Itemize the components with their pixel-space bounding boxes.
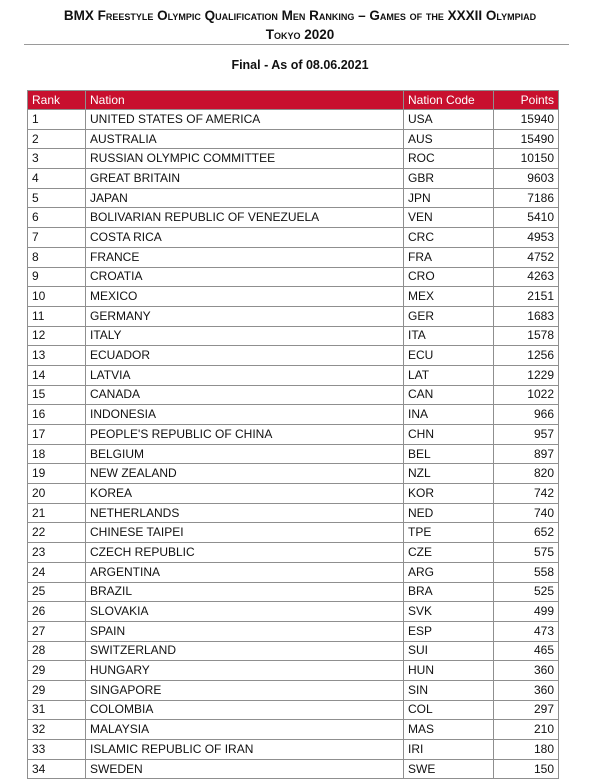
cell-rank: 4 bbox=[28, 169, 86, 189]
table-row bbox=[28, 543, 559, 563]
cell-nation-code: KOR bbox=[404, 484, 494, 504]
cell-nation-code: GER bbox=[404, 306, 494, 326]
cell-rank: 33 bbox=[28, 740, 86, 760]
cell-rank: 1 bbox=[28, 110, 86, 130]
cell-rank: 29 bbox=[28, 680, 86, 700]
table-row bbox=[28, 425, 559, 445]
cell-nation: CHINESE TAIPEI bbox=[86, 523, 404, 543]
column-header-nation-code: Nation Code bbox=[404, 91, 494, 110]
table-row bbox=[28, 720, 559, 740]
cell-nation-code: CZE bbox=[404, 543, 494, 563]
cell-points: 4263 bbox=[494, 267, 559, 287]
table-row bbox=[28, 287, 559, 307]
cell-nation-code: IRI bbox=[404, 740, 494, 760]
cell-points: 7186 bbox=[494, 188, 559, 208]
cell-rank: 8 bbox=[28, 247, 86, 267]
cell-nation-code: CHN bbox=[404, 425, 494, 445]
cell-nation: NETHERLANDS bbox=[86, 503, 404, 523]
cell-rank: 20 bbox=[28, 484, 86, 504]
table-row bbox=[28, 129, 559, 149]
cell-nation-code: AUS bbox=[404, 129, 494, 149]
cell-nation: RUSSIAN OLYMPIC COMMITTEE bbox=[86, 149, 404, 169]
cell-nation-code: SVK bbox=[404, 602, 494, 622]
cell-nation-code: BEL bbox=[404, 444, 494, 464]
cell-rank: 9 bbox=[28, 267, 86, 287]
cell-points: 957 bbox=[494, 425, 559, 445]
table-row bbox=[28, 326, 559, 346]
table-row bbox=[28, 759, 559, 779]
table-row bbox=[28, 523, 559, 543]
cell-nation-code: VEN bbox=[404, 208, 494, 228]
table-row bbox=[28, 444, 559, 464]
cell-nation-code: JPN bbox=[404, 188, 494, 208]
cell-nation: ECUADOR bbox=[86, 346, 404, 366]
cell-nation: SWEDEN bbox=[86, 759, 404, 779]
table-row bbox=[28, 641, 559, 661]
cell-rank: 27 bbox=[28, 621, 86, 641]
cell-points: 575 bbox=[494, 543, 559, 563]
document-subtitle: Final - As of 08.06.2021 bbox=[231, 58, 369, 72]
cell-rank: 22 bbox=[28, 523, 86, 543]
cell-points: 1578 bbox=[494, 326, 559, 346]
cell-nation-code: USA bbox=[404, 110, 494, 130]
cell-points: 966 bbox=[494, 405, 559, 425]
table-row bbox=[28, 680, 559, 700]
cell-nation: NEW ZEALAND bbox=[86, 464, 404, 484]
cell-points: 499 bbox=[494, 602, 559, 622]
table-row bbox=[28, 149, 559, 169]
cell-rank: 5 bbox=[28, 188, 86, 208]
cell-rank: 3 bbox=[28, 149, 86, 169]
table-row bbox=[28, 661, 559, 681]
cell-rank: 6 bbox=[28, 208, 86, 228]
cell-nation: GREAT BRITAIN bbox=[86, 169, 404, 189]
cell-points: 1683 bbox=[494, 306, 559, 326]
table-row bbox=[28, 385, 559, 405]
cell-nation-code: INA bbox=[404, 405, 494, 425]
cell-points: 210 bbox=[494, 720, 559, 740]
cell-nation: CZECH REPUBLIC bbox=[86, 543, 404, 563]
cell-points: 4953 bbox=[494, 228, 559, 248]
cell-nation-code: CRC bbox=[404, 228, 494, 248]
cell-points: 4752 bbox=[494, 247, 559, 267]
cell-rank: 15 bbox=[28, 385, 86, 405]
cell-nation-code: ARG bbox=[404, 562, 494, 582]
cell-nation: INDONESIA bbox=[86, 405, 404, 425]
cell-rank: 29 bbox=[28, 661, 86, 681]
cell-nation-code: MEX bbox=[404, 287, 494, 307]
table-row bbox=[28, 208, 559, 228]
cell-nation: SINGAPORE bbox=[86, 680, 404, 700]
table-row bbox=[28, 464, 559, 484]
table-row bbox=[28, 188, 559, 208]
table-row bbox=[28, 621, 559, 641]
cell-rank: 2 bbox=[28, 129, 86, 149]
cell-rank: 16 bbox=[28, 405, 86, 425]
title-line-2: Tokyo 2020 bbox=[265, 27, 335, 42]
cell-nation-code: CAN bbox=[404, 385, 494, 405]
cell-nation-code: LAT bbox=[404, 365, 494, 385]
cell-nation: HUNGARY bbox=[86, 661, 404, 681]
cell-nation: ARGENTINA bbox=[86, 562, 404, 582]
column-header-points: Points bbox=[494, 91, 559, 110]
table-row bbox=[28, 110, 559, 130]
title-line-1: BMX Freestyle Olympic Qualification Men Ranking – Games of the XXXII Olympiad bbox=[63, 8, 537, 23]
cell-points: 473 bbox=[494, 621, 559, 641]
cell-points: 9603 bbox=[494, 169, 559, 189]
cell-rank: 32 bbox=[28, 720, 86, 740]
cell-nation-code: SWE bbox=[404, 759, 494, 779]
cell-rank: 18 bbox=[28, 444, 86, 464]
cell-nation: MEXICO bbox=[86, 287, 404, 307]
column-header-rank: Rank bbox=[28, 91, 86, 110]
cell-rank: 19 bbox=[28, 464, 86, 484]
cell-points: 740 bbox=[494, 503, 559, 523]
cell-nation: KOREA bbox=[86, 484, 404, 504]
cell-points: 652 bbox=[494, 523, 559, 543]
table-row bbox=[28, 700, 559, 720]
cell-rank: 26 bbox=[28, 602, 86, 622]
table-row bbox=[28, 267, 559, 287]
cell-points: 1256 bbox=[494, 346, 559, 366]
cell-points: 150 bbox=[494, 759, 559, 779]
table-body bbox=[28, 110, 559, 779]
cell-rank: 21 bbox=[28, 503, 86, 523]
cell-rank: 34 bbox=[28, 759, 86, 779]
cell-nation: BELGIUM bbox=[86, 444, 404, 464]
cell-rank: 17 bbox=[28, 425, 86, 445]
cell-points: 1022 bbox=[494, 385, 559, 405]
cell-nation: CANADA bbox=[86, 385, 404, 405]
cell-rank: 11 bbox=[28, 306, 86, 326]
cell-nation: ITALY bbox=[86, 326, 404, 346]
cell-points: 180 bbox=[494, 740, 559, 760]
cell-nation-code: GBR bbox=[404, 169, 494, 189]
cell-nation-code: ECU bbox=[404, 346, 494, 366]
table-row bbox=[28, 562, 559, 582]
cell-nation: GERMANY bbox=[86, 306, 404, 326]
document-title bbox=[0, 6, 600, 44]
cell-points: 297 bbox=[494, 700, 559, 720]
cell-nation: COLOMBIA bbox=[86, 700, 404, 720]
cell-nation: SLOVAKIA bbox=[86, 602, 404, 622]
cell-points: 1229 bbox=[494, 365, 559, 385]
cell-points: 360 bbox=[494, 680, 559, 700]
table-row bbox=[28, 306, 559, 326]
cell-nation: JAPAN bbox=[86, 188, 404, 208]
table-row bbox=[28, 602, 559, 622]
cell-rank: 12 bbox=[28, 326, 86, 346]
cell-nation: LATVIA bbox=[86, 365, 404, 385]
table-row bbox=[28, 365, 559, 385]
cell-rank: 23 bbox=[28, 543, 86, 563]
table-row bbox=[28, 582, 559, 602]
cell-points: 360 bbox=[494, 661, 559, 681]
cell-nation-code: MAS bbox=[404, 720, 494, 740]
cell-rank: 28 bbox=[28, 641, 86, 661]
cell-nation: MALAYSIA bbox=[86, 720, 404, 740]
cell-nation-code: BRA bbox=[404, 582, 494, 602]
table-header-row bbox=[28, 91, 559, 110]
cell-nation: SWITZERLAND bbox=[86, 641, 404, 661]
cell-nation-code: COL bbox=[404, 700, 494, 720]
cell-points: 820 bbox=[494, 464, 559, 484]
table-row bbox=[28, 503, 559, 523]
cell-points: 465 bbox=[494, 641, 559, 661]
cell-nation: SPAIN bbox=[86, 621, 404, 641]
table-row bbox=[28, 346, 559, 366]
cell-points: 2151 bbox=[494, 287, 559, 307]
table-row bbox=[28, 405, 559, 425]
cell-nation-code: ITA bbox=[404, 326, 494, 346]
cell-rank: 7 bbox=[28, 228, 86, 248]
cell-nation: FRANCE bbox=[86, 247, 404, 267]
table-row bbox=[28, 228, 559, 248]
cell-nation: BOLIVARIAN REPUBLIC OF VENEZUELA bbox=[86, 208, 404, 228]
ranking-table bbox=[27, 90, 559, 779]
cell-points: 742 bbox=[494, 484, 559, 504]
cell-rank: 25 bbox=[28, 582, 86, 602]
cell-nation: UNITED STATES OF AMERICA bbox=[86, 110, 404, 130]
column-header-nation: Nation bbox=[86, 91, 404, 110]
cell-nation-code: SIN bbox=[404, 680, 494, 700]
cell-points: 10150 bbox=[494, 149, 559, 169]
cell-nation-code: FRA bbox=[404, 247, 494, 267]
cell-rank: 14 bbox=[28, 365, 86, 385]
cell-nation-code: NED bbox=[404, 503, 494, 523]
cell-nation: PEOPLE'S REPUBLIC OF CHINA bbox=[86, 425, 404, 445]
cell-rank: 24 bbox=[28, 562, 86, 582]
cell-nation: COSTA RICA bbox=[86, 228, 404, 248]
cell-points: 15490 bbox=[494, 129, 559, 149]
cell-nation-code: HUN bbox=[404, 661, 494, 681]
cell-points: 525 bbox=[494, 582, 559, 602]
cell-nation: CROATIA bbox=[86, 267, 404, 287]
cell-points: 897 bbox=[494, 444, 559, 464]
table-row bbox=[28, 740, 559, 760]
cell-nation: BRAZIL bbox=[86, 582, 404, 602]
cell-nation-code: ROC bbox=[404, 149, 494, 169]
cell-nation-code: NZL bbox=[404, 464, 494, 484]
cell-points: 558 bbox=[494, 562, 559, 582]
cell-nation: ISLAMIC REPUBLIC OF IRAN bbox=[86, 740, 404, 760]
cell-points: 15940 bbox=[494, 110, 559, 130]
table-row bbox=[28, 169, 559, 189]
cell-rank: 31 bbox=[28, 700, 86, 720]
table-row bbox=[28, 484, 559, 504]
ranking-table-container bbox=[27, 90, 558, 776]
cell-points: 5410 bbox=[494, 208, 559, 228]
title-divider bbox=[24, 44, 569, 45]
cell-nation-code: ESP bbox=[404, 621, 494, 641]
table-row bbox=[28, 247, 559, 267]
cell-nation: AUSTRALIA bbox=[86, 129, 404, 149]
cell-nation-code: CRO bbox=[404, 267, 494, 287]
cell-nation-code: SUI bbox=[404, 641, 494, 661]
cell-nation-code: TPE bbox=[404, 523, 494, 543]
cell-rank: 10 bbox=[28, 287, 86, 307]
cell-rank: 13 bbox=[28, 346, 86, 366]
